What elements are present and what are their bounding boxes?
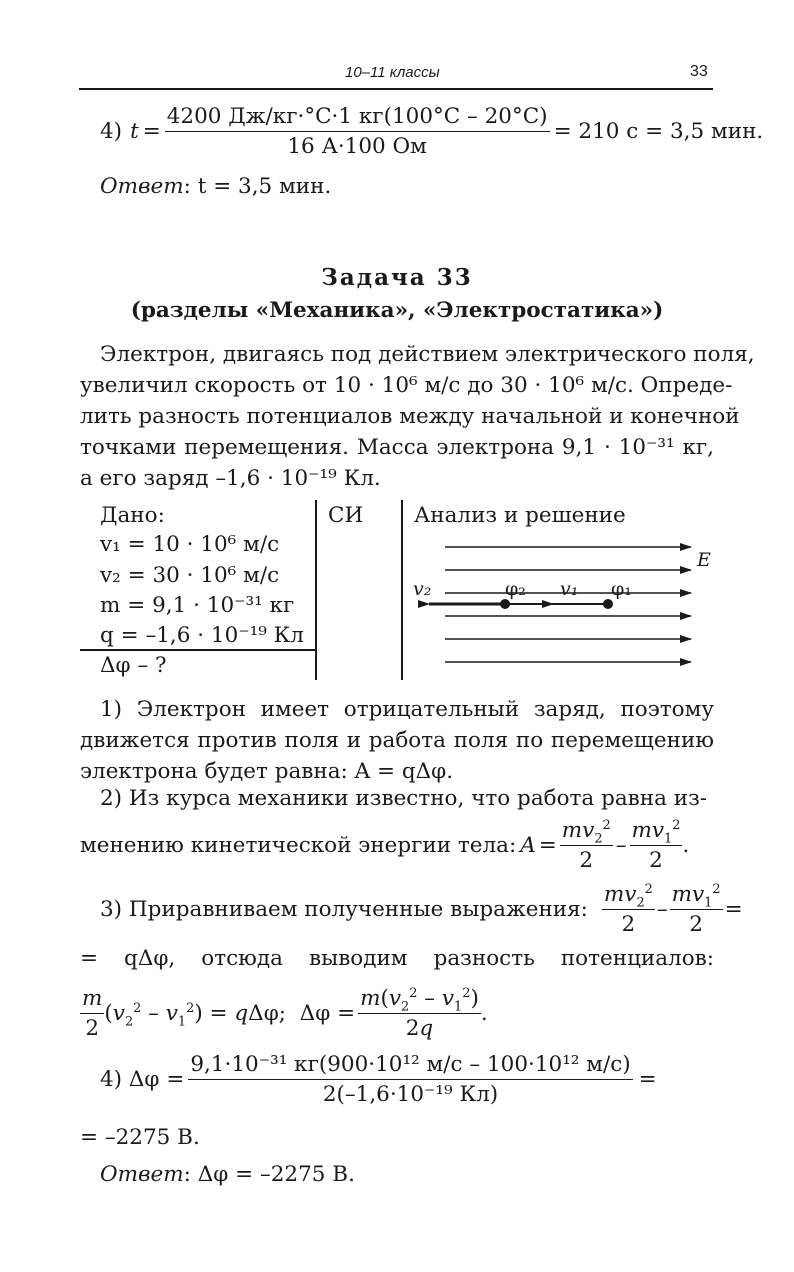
given-mass: m = 9,1 · 10⁻³¹ кг: [100, 593, 295, 618]
statement-line: точками перемещения. Масса электрона 9,1 · 10⁻³¹ кг,: [80, 435, 714, 460]
answer-label: Ответ: [100, 1162, 184, 1187]
statement-line: увеличил скорость от 10 · 10⁶ м/с до 30 · 10⁶ м/с. Опреде-: [80, 373, 733, 398]
step3-fraction-v1: $\frac{mv_1^2}{2}$: [671, 881, 721, 937]
prev-step4-formula: 4) t = $\frac{4200 Дж/кг\cdot^\circ С\cdot 1 кг(100^\circ С - 20^\circ С)}{16 А\cdot 100 Ом}$ = 210 с = 3,5 мин.: [100, 104, 764, 159]
table-divider-2: [401, 500, 403, 680]
field-label-e: E: [697, 549, 711, 571]
step3-derivation: $\frac{m}{2}$ $(v_2^2 - v_1^2) = q\Delta\varphi$; Δφ = $\frac{m(v_2^2 - v_1^2)}{2q}$ .: [82, 985, 488, 1041]
step1-line: электрона будет равна: A = qΔφ.: [80, 759, 454, 784]
final-answer: [100, 1162, 355, 1187]
given-v1: v₁ = 10 · 10⁶ м/с: [100, 532, 280, 557]
step3-continuation: [80, 946, 714, 971]
task-subtitle: (разделы «Механика», «Электростатика»): [130, 298, 664, 323]
ke2-fraction: $\frac{mv_2^2}{2}$: [561, 817, 611, 873]
phi1-label: φ₁: [611, 578, 632, 600]
step4-formula: 4) Δφ = $\frac{\text{9,1·10⁻³¹ кг(900·10¹² м/с – 100·10¹² м/с)}}{\text{2(–1,6·10⁻¹⁹ Кл)}}$ =: [100, 1052, 657, 1107]
step4-label: 4) Δφ =: [100, 1067, 185, 1092]
step2-line1: 2) Из курса механики известно, что работа равна из-: [100, 786, 708, 811]
table-find-rule: [80, 649, 316, 651]
statement-line: Электрон, двигаясь под действием электрического поля,: [100, 342, 755, 367]
header-rule: [79, 88, 713, 90]
step4-fraction: [188, 1052, 632, 1107]
step3-fraction-v2: $\frac{mv_2^2}{2}$: [603, 881, 653, 937]
page-number: 33: [690, 63, 708, 80]
delta-phi-fraction: $\frac{m(v_2^2 - v_1^2)}{2q}$: [360, 985, 479, 1041]
step3-line: 3) Приравниваем полученные выражения: $\frac{mv_2^2}{2}$ – $\frac{mv_1^2}{2}$ =: [100, 881, 743, 937]
prev-answer-text: : t = 3,5 мин.: [183, 174, 332, 199]
table-divider-1: [315, 500, 317, 680]
step4-numerator: 9,1·10⁻³¹ кг(900·10¹² м/с – 100·10¹² м/с): [188, 1052, 632, 1080]
find-delta-phi: Δφ – ?: [100, 653, 167, 678]
given-charge: q = –1,6 · 10⁻¹⁹ Кл: [100, 623, 304, 648]
task-statement: [80, 339, 755, 494]
point-phi2: [500, 599, 510, 609]
final-result: = –2275 В.: [80, 1125, 200, 1150]
step2-formula-line: менению кинетической энергии тела: A = $\frac{mv_2^2}{2}$ – $\frac{mv_1^2}{2}$ .: [80, 817, 690, 873]
step3-cont-text: = qΔφ, отсюда выводим разность потенциалов:: [80, 946, 714, 971]
prev-numerator: 4200 Дж/кг·°С·1 кг(100°С – 20°С): [165, 104, 550, 132]
running-title: 10–11 классы: [345, 64, 440, 81]
prev-lhs: t: [130, 119, 139, 144]
solution-step1: [80, 694, 714, 787]
analysis-header: Анализ и решение: [414, 503, 626, 528]
ke1-fraction: $\frac{mv_1^2}{2}$: [631, 817, 681, 873]
statement-line: а его заряд –1,6 · 10⁻¹⁹ Кл.: [80, 466, 381, 491]
m-over-2: $\frac{m}{2}$: [82, 986, 103, 1041]
step1-line: движется против поля и работа поля по перемещению: [80, 728, 714, 753]
prev-step-label: 4): [100, 119, 123, 144]
prev-answer-label: Ответ: [100, 174, 184, 199]
prev-fraction: [165, 104, 550, 159]
step2-line2: менению кинетической энергии тела:: [80, 833, 517, 858]
given-header: Дано:: [100, 503, 165, 528]
field-diagram: [405, 532, 725, 672]
step4-denominator: 2(–1,6·10⁻¹⁹ Кл): [322, 1082, 499, 1107]
prev-denominator: 16 А·100 Ом: [287, 134, 427, 159]
prev-result: = 210 с = 3,5 мин.: [553, 119, 764, 144]
phi2-label: φ₂: [505, 578, 526, 600]
task-title: Задача 33: [321, 264, 473, 291]
step3-text: 3) Приравниваем полученные выражения:: [100, 897, 588, 922]
v2-label: v₂: [413, 578, 432, 600]
given-v2: v₂ = 30 · 10⁶ м/с: [100, 563, 280, 588]
prev-answer: [100, 174, 331, 199]
answer-text: : Δφ = –2275 В.: [183, 1162, 355, 1187]
v1-label: v₁: [560, 578, 579, 600]
step1-line: 1) Электрон имеет отрицательный заряд, поэтому: [100, 697, 714, 722]
point-phi1: [603, 599, 613, 609]
si-header: СИ: [328, 503, 364, 528]
statement-line: лить разность потенциалов между начальной и конечной: [80, 404, 740, 429]
